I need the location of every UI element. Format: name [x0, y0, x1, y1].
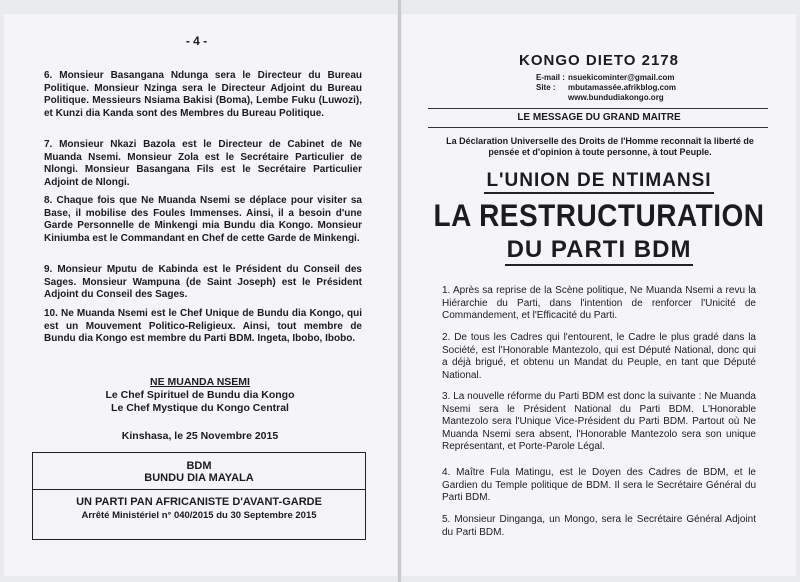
party-tagline: UN PARTI PAN AFRICANISTE D'AVANT-GARDE	[76, 496, 322, 508]
declaration-quote: La Déclaration Universelle des Droits de l'Homme reconnaît la liberté de pensée et d'opinion à toute personne, à tout Peuple.	[446, 136, 754, 157]
main-title-line-2: DU PARTI BDM	[402, 236, 796, 266]
message-title: LE MESSAGE DU GRAND MAITRE	[517, 112, 681, 123]
paragraph-6: 6. Monsieur Basangana Ndunga sera le Directeur du Bureau Politique. Monsieur Nzinga sera le Directeur Adjoint du Bureau Politique. Messieurs Nsiama Bakisi (Boma), Lembe Fuku (Luwozi), et Kunzi dia Kanda sont des Membres du Bureau Politique.	[44, 70, 362, 119]
header-rule-bottom	[428, 127, 768, 128]
party-name: BUNDU DIA MAYALA	[144, 472, 254, 484]
page-fold	[398, 0, 401, 582]
site-url-2: www.bundudiakongo.org	[568, 93, 664, 102]
document-date: Kinshasa, le 25 Novembre 2015	[121, 430, 279, 442]
site-url-1: mbutamassée.afrikblog.com	[568, 83, 677, 92]
email-label: E-mail :	[536, 73, 565, 82]
signature-title-2: Le Chef Mystique du Kongo Central	[111, 402, 289, 414]
paragraph-9: 9. Monsieur Mputu de Kabinda est le Président du Conseil des Sages. Monsieur Wampuna (de Saint Joseph) est le Président Adjoint du Conseil des Sages.	[44, 264, 362, 300]
email-address: nsuekicominter@gmail.com	[568, 73, 675, 82]
box-divider	[33, 489, 365, 490]
paragraph-10: 10. Ne Muanda Nsemi est le Chef Unique de Bundu dia Kongo, qui est un Mouvement Politico-Religieux. Ainsi, tout membre de Bundu dia Kongo est membre du Parti BDM. Ingeta, Ibobo, Ibobo.	[44, 308, 362, 344]
contact-block	[536, 73, 676, 103]
paragraph-8: 8. Chaque fois que Ne Muanda Nsemi se déplace pour visiter sa Base, il mobilise des Foules Immenses. Ainsi, il a besoin d'une Garde Personnelle de Minkengi mia Bundu dia Kongo. Monsieur Kiniumba est le Commandant en Chef de cette Garde de Minkengi.	[44, 195, 362, 244]
paragraph-2: 2. De tous les Cadres qui l'entourent, le Cadre le plus gradé dans la Société, est l'Honorable Mantezolo, qui est Député National, donc qui a déjà brigué, et obtenu un Mandat du Peuple, en tant que Député National.	[442, 332, 756, 381]
paragraph-5: 5. Monsieur Dinganga, un Mongo, sera le Secrétaire Général Adjoint du Parti BDM.	[442, 514, 756, 538]
signature-title-1: Le Chef Spirituel de Bundu dia Kongo	[105, 389, 295, 401]
signature-block	[40, 376, 360, 415]
main-title-line-1: LA RESTRUCTURATION	[433, 198, 765, 233]
party-acronym: BDM	[186, 460, 212, 472]
paragraph-7: 7. Monsieur Nkazi Bazola est le Directeur de Cabinet de Ne Muanda Nsemi. Monsieur Zola est le Secrétaire Particulier de Nlongi. Monsieur Basangana Fils est le Secrétaire Particulier Adjoint de Nlongi.	[44, 139, 362, 188]
union-title: L'UNION DE NTIMANSI	[402, 170, 796, 194]
party-decree: Arrêté Ministériel n° 040/2015 du 30 Septembre 2015	[81, 510, 317, 521]
paragraph-1: 1. Après sa reprise de la Scène politique, Ne Muanda Nsemi a revu la Hiérarchie du Parti, dans l'intention de renforcer l'Unicité de Commandement, et l'Efficacité du Parti.	[442, 285, 756, 321]
signature-name: NE MUANDA NSEMI	[150, 376, 250, 388]
paragraph-3: 3. La nouvelle réforme du Parti BDM est donc la suivante : Ne Muanda Nsemi sera le Président National du Parti BDM. L'Honorable Mantezolo sera l'Unique Vice-Président du Parti BDM. Partout où Ne Muanda Nsemi sera absent, l'Honorable Mantezolo sera son unique Représentant, et Porte-Parole Légal.	[442, 391, 756, 452]
page-number: - 4 -	[185, 34, 208, 48]
site-label: Site :	[536, 83, 556, 92]
bulletin-title: KONGO DIETO 2178	[519, 52, 679, 69]
header-rule-top	[428, 108, 768, 109]
paragraph-4: 4. Maître Fula Matingu, est le Doyen des Cadres de BDM, et le Gardien du Temple politique de BDM. Il sera le Secrétaire Général du Parti BDM.	[442, 467, 756, 503]
party-box	[32, 452, 366, 540]
